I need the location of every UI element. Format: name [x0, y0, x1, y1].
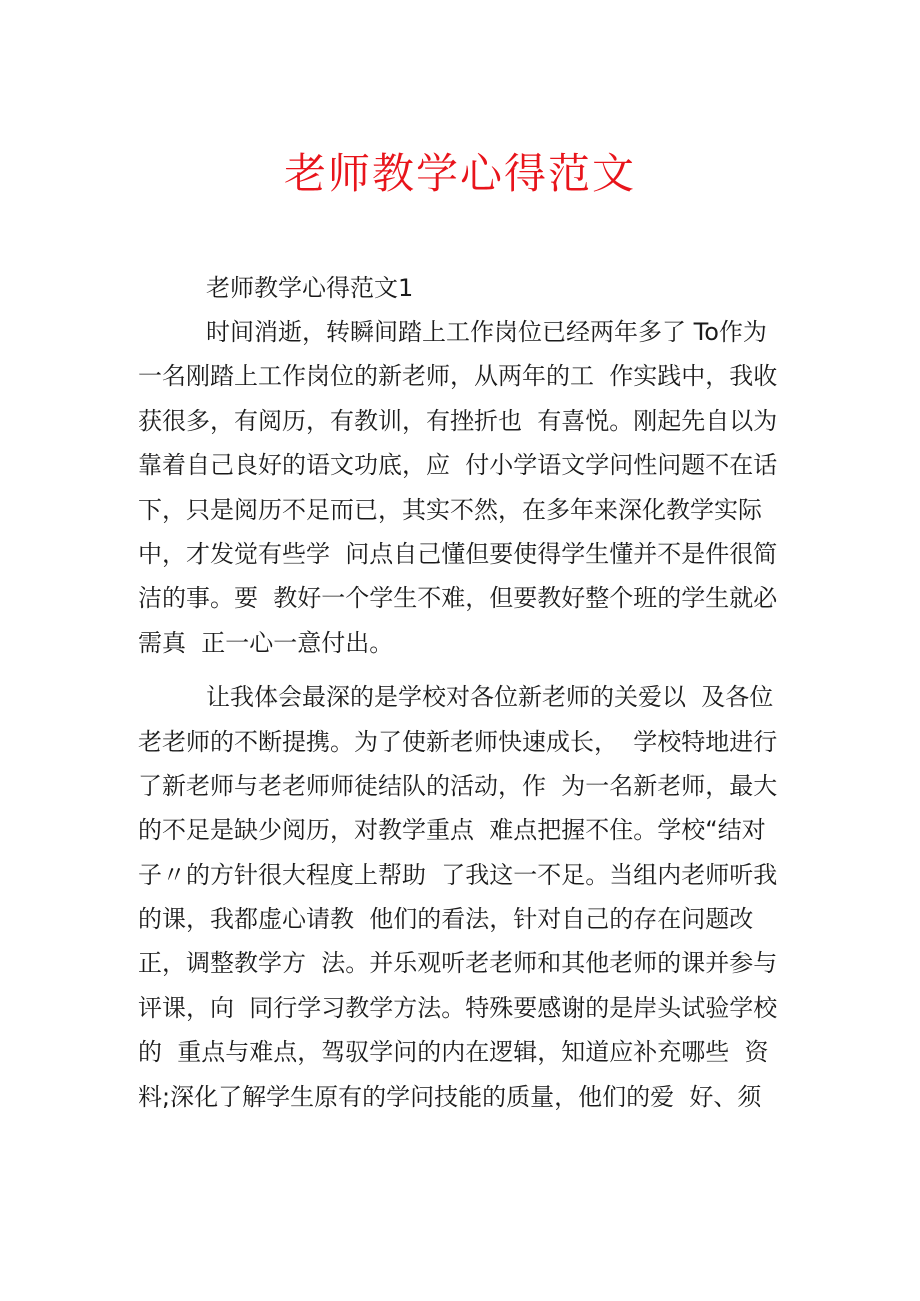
- text-line: 评课，向 同行学习教学方法。特殊要感谢的是岸头试验学校: [138, 993, 778, 1022]
- text-line: 老老师的不断提携。为了使新老师快速成长， 学校特地进行: [138, 727, 778, 756]
- text-line: 的课，我都虚心请教 他们的看法，针对自己的存在问题改: [138, 905, 754, 934]
- text-line: 下，只是阅历不足而已，其实不然，在多年来深化教学实际: [138, 495, 762, 524]
- text-line: 子〃的方针很大程度上帮助 了我这一不足。当组内老师听我: [138, 860, 778, 889]
- text-line: 的不足是缺少阅历，对教学重点 难点把握不住。学校“结对: [138, 816, 766, 845]
- text-line: 料;深化了解学生原有的学问技能的质量，他们的爱 好、须: [138, 1082, 762, 1111]
- text-line: 获很多，有阅历，有教训，有挫折也 有喜悦。刚起先自以为: [138, 406, 778, 435]
- text-line: 中，才发觉有些学 问点自己懂但要使得学生懂并不是件很简: [138, 539, 778, 568]
- document-title: 老师教学心得范文: [283, 149, 636, 198]
- text-line: 让我体会最深的是学校对各位新老师的关爱以 及各位: [206, 683, 774, 712]
- text-line: 时间消逝，转瞬间踏上工作岗位已经两年多了 To作为: [206, 318, 767, 346]
- section-heading: 老师教学心得范文1: [206, 274, 414, 302]
- text-line: 的 重点与难点，驾驭学问的内在逻辑，知道应补充哪些 资: [138, 1038, 769, 1067]
- text-line: 一名刚踏上工作岗位的新老师，从两年的工 作实践中，我收: [138, 362, 778, 391]
- text-line: 靠着自己良好的语文功底，应 付小学语文学问性问题不在话: [138, 451, 778, 480]
- paragraph-2: [138, 675, 798, 1119]
- text-line: 正，调整教学方 法。并乐观听老老师和其他老师的课并参与: [138, 949, 778, 978]
- text-line: 需真 正一心一意付出。: [138, 628, 394, 657]
- text-line: 了新老师与老老师师徒结队的活动，作 为一名新老师，最大: [138, 771, 778, 800]
- text-line: 洁的事。要 教好一个学生不难，但要教好整个班的学生就必: [138, 584, 778, 613]
- paragraph-1: [138, 310, 798, 665]
- document-body: [138, 266, 798, 1119]
